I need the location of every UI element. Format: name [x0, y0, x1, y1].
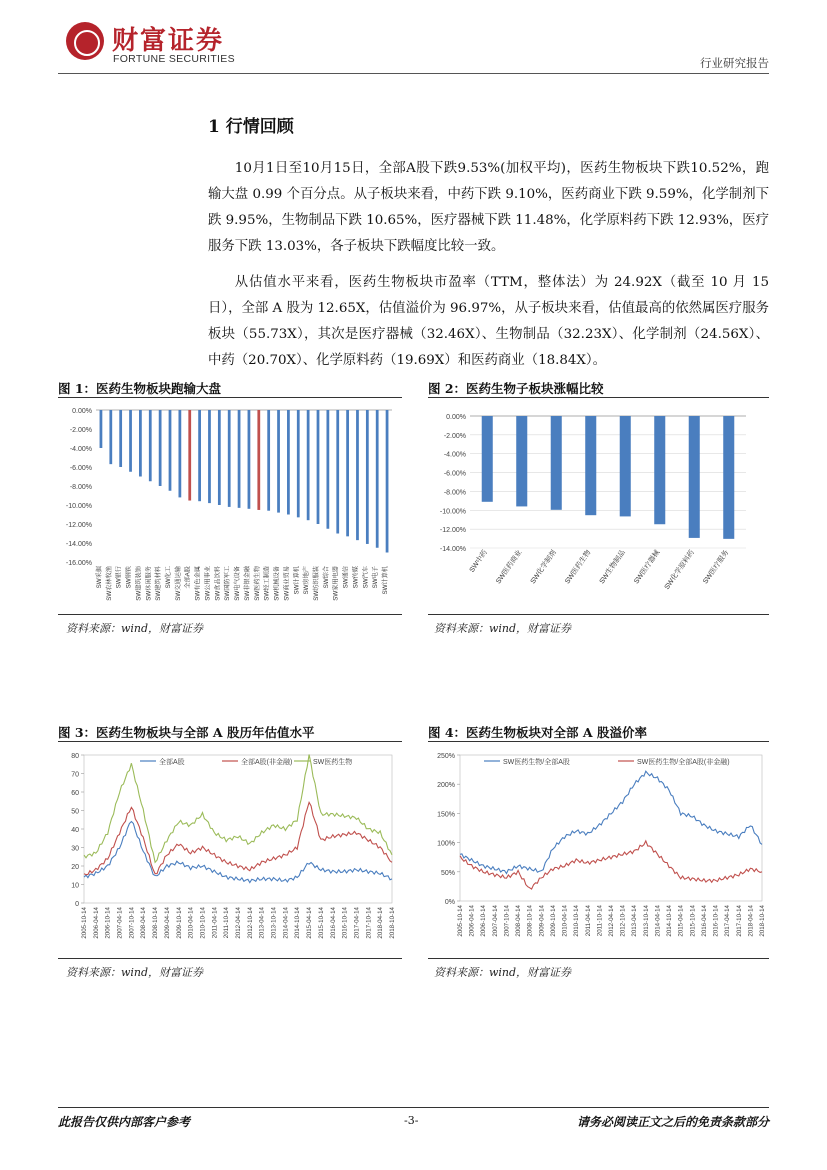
fig4-x-tick: 2013-10-14: [642, 905, 650, 937]
fig1-bar: [297, 410, 300, 517]
fig4-x-tick: 2015-10-14: [689, 905, 697, 937]
fig1-bar: [119, 410, 122, 467]
figure-1-source: 资料来源：wind，财富证券: [66, 622, 204, 635]
fig3-y-tick: 50: [71, 808, 79, 816]
fig1-category-label: SW商业贸易: [283, 566, 291, 601]
fig2-bar: [585, 416, 596, 515]
fig3-x-tick: 2018-04-14: [377, 907, 385, 939]
fig2-bar: [516, 416, 527, 506]
fig4-x-tick: 2009-10-14: [549, 905, 557, 937]
fig1-category-label: SW电气设备: [234, 566, 242, 601]
fig2-bar: [551, 416, 562, 510]
fig3-legend-label: 全部A股(非金融): [241, 759, 293, 766]
fig3-y-tick: 80: [71, 753, 79, 760]
fig3-y-tick: 10: [71, 882, 79, 890]
fig3-x-tick: 2006-10-14: [104, 907, 112, 939]
fig3-x-tick: 2006-04-14: [92, 907, 100, 939]
fig3-series-line: [84, 822, 392, 883]
fig1-category-label: SW国防军工: [224, 566, 232, 601]
fig3-x-tick: 2007-10-14: [128, 907, 136, 939]
fig1-bar: [208, 410, 211, 503]
fig4-legend-label: SW医药生物/全部A股(非金融): [637, 759, 730, 766]
fig4-x-tick: 2016-10-14: [712, 905, 720, 937]
fig1-y-tick: -6.00%: [69, 465, 92, 472]
fig4-y-tick: 50%: [440, 869, 455, 877]
figure-4-top-rule: [428, 741, 769, 742]
fig3-series-line: [84, 755, 392, 863]
fig4-x-tick: 2011-04-14: [584, 905, 592, 937]
fig4-x-tick: 2010-10-14: [573, 905, 581, 937]
fig4-x-tick: 2007-04-14: [491, 905, 499, 937]
figure-4-bottom-rule: [428, 958, 769, 959]
fig2-y-tick: 0.00%: [446, 414, 466, 421]
fig1-y-tick: -16.00%: [65, 560, 92, 567]
fig3-x-tick: 2016-04-14: [329, 907, 337, 939]
fig1-y-tick: -4.00%: [69, 446, 92, 453]
fig1-bar: [129, 410, 132, 472]
fig1-category-label: SW房地产: [303, 566, 311, 595]
fig4-x-tick: 2018-10-14: [759, 905, 766, 937]
fig1-category-label: SW医药生物: [253, 566, 261, 601]
fig1-category-label: SW采掘: [95, 566, 103, 589]
fig4-x-tick: 2009-04-14: [538, 905, 546, 937]
fig3-x-tick: 2013-04-14: [258, 907, 266, 939]
fig3-legend-label: 全部A股: [159, 759, 185, 766]
fig2-bar: [620, 416, 631, 516]
fig4-y-tick: 150%: [437, 811, 455, 819]
fig3-x-tick: 2007-04-14: [116, 907, 124, 939]
logo-mark: [66, 22, 104, 60]
fig3-y-tick: 0: [75, 901, 79, 908]
fig1-category-label: SW钢铁: [125, 566, 133, 589]
figure-1-bottom-rule: [58, 614, 402, 615]
fig4-y-tick: 250%: [437, 753, 455, 760]
fig1-y-tick: -10.00%: [65, 503, 92, 510]
fig2-bar: [482, 416, 493, 502]
figure-3-chart: [62, 745, 398, 953]
footer-disclaimer-left: 此报告仅供内部客户参考: [58, 1115, 191, 1129]
fig2-y-tick: -14.00%: [439, 546, 466, 553]
fig1-y-tick: -2.00%: [69, 427, 92, 434]
fig4-svg: [432, 745, 766, 953]
figure-4-title: 图 4：医药生物板块对全部 A 股溢价率: [428, 725, 647, 740]
fig3-x-tick: 2018-10-14: [389, 907, 396, 939]
fig1-category-label: SW银行: [115, 566, 123, 589]
figure-3-top-rule: [58, 741, 402, 742]
fig1-category-label: SW农林牧渔: [105, 566, 113, 601]
fig3-x-tick: 2014-04-14: [282, 907, 290, 939]
fig3-x-tick: 2014-10-14: [294, 907, 302, 939]
fig3-svg: [62, 745, 398, 953]
fig4-series-line: [460, 841, 762, 889]
fig2-y-tick: -2.00%: [443, 432, 466, 440]
fig2-svg: [432, 402, 766, 610]
fig2-y-tick: -12.00%: [439, 527, 466, 535]
figure-2-chart: [432, 402, 766, 610]
fig1-bar: [178, 410, 181, 497]
fig1-category-label: SW交通运输: [174, 566, 182, 601]
fig1-bar: [356, 410, 359, 540]
fig1-bar: [336, 410, 339, 534]
fig3-x-tick: 2011-04-14: [211, 907, 219, 939]
fig4-x-tick: 2014-04-14: [654, 905, 662, 937]
fig4-y-tick: 200%: [437, 782, 455, 790]
fig1-category-label: SW综合: [322, 566, 330, 589]
fig4-x-tick: 2006-10-14: [480, 905, 488, 937]
fig3-x-tick: 2016-10-14: [341, 907, 349, 939]
fig1-category-label: SW建筑装饰: [135, 566, 143, 601]
fig4-x-tick: 2010-04-14: [561, 905, 569, 937]
fig2-y-tick: -6.00%: [443, 470, 466, 478]
fig2-category-label: SW中药: [468, 549, 489, 574]
fig1-bar: [100, 410, 103, 448]
fig3-y-tick: 30: [71, 845, 79, 853]
fig1-category-label: SW轻工制造: [263, 566, 271, 601]
fig1-bar: [139, 410, 142, 477]
fig2-category-label: SW化学原料药: [663, 549, 696, 592]
fig3-x-tick: 2008-04-14: [140, 907, 148, 939]
figure-3-bottom-rule: [58, 958, 402, 959]
fig1-bar: [257, 410, 260, 510]
fig1-bar: [287, 410, 290, 515]
fig2-bar: [689, 416, 700, 538]
fig1-category-label: SW公用事业: [204, 566, 212, 601]
fig3-x-tick: 2009-10-14: [175, 907, 183, 939]
fig4-x-tick: 2017-04-14: [724, 905, 732, 937]
fig4-legend-label: SW医药生物/全部A股: [503, 759, 570, 766]
footer-divider: [58, 1107, 769, 1108]
figure-2-top-rule: [428, 397, 769, 398]
fig1-bar: [366, 410, 369, 544]
fig3-x-tick: 2010-10-14: [199, 907, 207, 939]
fig3-x-tick: 2015-04-14: [306, 907, 314, 939]
report-type-label: 行业研究报告: [700, 56, 769, 70]
fig1-bar: [386, 410, 389, 553]
fig2-y-tick: -8.00%: [443, 489, 466, 497]
footer-disclaimer-right: 请务必阅读正文之后的免责条款部分: [576, 1115, 769, 1129]
fig4-y-tick: 0%: [444, 899, 455, 906]
fig1-category-label: SW食品饮料: [214, 566, 222, 601]
section-title: 1 行情回顾: [208, 117, 294, 137]
fig2-category-label: SW生物制品: [598, 549, 627, 586]
fig1-bar: [248, 410, 251, 509]
fig1-category-label: SW家用电器: [332, 566, 340, 601]
fig4-x-tick: 2005-10-14: [457, 905, 464, 937]
fig3-series-line: [84, 802, 392, 874]
fig4-x-tick: 2006-04-14: [468, 905, 476, 937]
fig1-category-label: SW机械设备: [273, 566, 281, 601]
fig4-x-tick: 2008-04-14: [515, 905, 523, 937]
fig2-category-label: SW医药商业: [495, 549, 524, 586]
fig2-bar: [723, 416, 734, 539]
fig1-y-tick: 0.00%: [72, 408, 92, 415]
fig3-x-tick: 2009-04-14: [163, 907, 171, 939]
fig1-bar: [307, 410, 310, 520]
fig1-bar: [149, 410, 152, 481]
fig3-y-tick: 60: [71, 790, 79, 797]
figure-3-title: 图 3：医药生物板块与全部 A 股历年估值水平: [58, 725, 315, 740]
fig3-plot-frame: [84, 755, 392, 903]
header-divider: [58, 73, 769, 74]
fig2-y-tick: -4.00%: [443, 451, 466, 459]
fig4-plot-frame: [460, 755, 762, 901]
fig1-bar: [198, 410, 201, 501]
figure-1-title: 图 1：医药生物板块跑输大盘: [58, 381, 222, 396]
fig1-y-tick: -14.00%: [65, 541, 92, 548]
fig1-bar: [267, 410, 270, 511]
fig1-category-label: SW通信: [342, 566, 350, 589]
fig3-x-tick: 2005-10-14: [81, 907, 88, 939]
fig3-legend-label: SW医药生物: [313, 759, 353, 766]
fig2-category-label: SW医药生物: [564, 549, 593, 586]
fig3-y-tick: 70: [71, 771, 79, 779]
fig2-bar: [654, 416, 665, 524]
figure-4-chart: [432, 745, 766, 953]
logo-text-en: FORTUNE SECURITIES: [113, 53, 235, 65]
fig3-x-tick: 2012-10-14: [246, 907, 254, 939]
fig1-category-label: SW非银金融: [243, 566, 251, 601]
fig4-x-tick: 2015-04-14: [677, 905, 685, 937]
page-number: -3-: [404, 1114, 419, 1127]
fig4-y-tick: 100%: [437, 840, 455, 848]
fig3-y-tick: 40: [71, 827, 79, 834]
figure-3-source: 资料来源：wind，财富证券: [66, 966, 204, 979]
fig4-x-tick: 2011-10-14: [596, 905, 604, 937]
fig3-x-tick: 2017-10-14: [365, 907, 373, 939]
fig4-x-tick: 2012-10-14: [619, 905, 627, 937]
fig1-category-label: 全部A股: [184, 566, 192, 589]
logo-text-cn: 财富证券: [112, 26, 225, 56]
fig1-bar: [376, 410, 379, 548]
fig1-bar: [169, 410, 172, 491]
fig3-x-tick: 2015-10-14: [317, 907, 325, 939]
paragraph-valuation: 从估值水平来看，医药生物板块市盈率（TTM，整体法）为 24.92X（截至 10 月 15 日），全部 A 股为 12.65X，估值溢价为 96.97%，从子板块来看，估值最高的依然属医疗服务板块（55.73X），其次是医疗器械（32.46X）、生物制品（32.23X）、化学制剂（24.56X）、中药（20.70X）、化学原料药（19.69X）和医药商业（18.84X）。: [208, 275, 769, 368]
fig2-y-tick: -10.00%: [439, 508, 466, 516]
fig4-x-tick: 2013-04-14: [631, 905, 639, 937]
fig1-category-label: SW建筑材料: [155, 566, 163, 601]
fig3-y-tick: 20: [71, 864, 79, 871]
fig1-bar: [238, 410, 241, 508]
fig1-bar: [326, 410, 329, 529]
fig1-category-label: SW计算机: [382, 566, 390, 595]
fig1-y-tick: -8.00%: [69, 484, 92, 491]
fig1-bar: [346, 410, 349, 536]
fig1-category-label: SW汽车: [362, 566, 370, 589]
fig2-category-label: SW医疗服务: [702, 549, 731, 586]
figure-2-source: 资料来源：wind，财富证券: [434, 622, 572, 635]
fig1-category-label: SW传媒: [352, 566, 360, 589]
fig1-bar: [188, 410, 191, 501]
fig3-x-tick: 2011-10-14: [223, 907, 231, 939]
fig4-x-tick: 2018-04-14: [747, 905, 755, 937]
fig1-bar: [109, 410, 112, 464]
fig3-x-tick: 2008-10-14: [152, 907, 160, 939]
figure-2-bottom-rule: [428, 614, 769, 615]
fig1-category-label: SW电子: [372, 566, 380, 589]
fig1-category-label: SW有色金属: [194, 566, 202, 601]
fig1-bar: [277, 410, 280, 513]
fig1-category-label: SW休闲服务: [145, 566, 153, 601]
figure-2-title: 图 2：医药生物子板块涨幅比较: [428, 381, 604, 396]
figure-1-chart: [62, 402, 398, 610]
fig1-category-label: SW纺织服装: [313, 566, 320, 601]
fig4-x-tick: 2008-10-14: [526, 905, 534, 937]
fig1-y-tick: -12.00%: [65, 522, 92, 529]
fig1-bar: [159, 410, 162, 486]
fig1-category-label: SW计算机: [293, 566, 301, 595]
fig1-bar: [228, 410, 231, 507]
fig2-category-label: SW医疗器械: [633, 549, 662, 586]
fig3-x-tick: 2010-04-14: [187, 907, 195, 939]
fig4-x-tick: 2014-10-14: [666, 905, 674, 937]
figure-4-source: 资料来源：wind，财富证券: [434, 966, 572, 979]
fig3-x-tick: 2013-10-14: [270, 907, 278, 939]
fig1-category-label: SW化工: [165, 566, 172, 589]
fig1-bar: [218, 410, 221, 505]
fig1-svg: [62, 402, 398, 610]
fig4-x-tick: 2017-10-14: [735, 905, 743, 937]
fig1-bar: [317, 410, 320, 524]
fig3-x-tick: 2012-04-14: [235, 907, 242, 939]
fig4-x-tick: 2012-04-14: [608, 905, 615, 937]
paragraph-market-review: 10月1日至10月15日，全部A股下跌9.53%(加权平均)，医药生物板块下跌10.52%，跑输大盘 0.99 个百分点。从子板块来看，中药下跌 9.10%，医药商业下跌 9.59%，化学制剂下跌 9.95%，生物制品下跌 10.65%，医疗器械下跌 11.48%，化学原料药下跌 12.93%，医疗服务下跌 13.03%，各子板块下跌幅度比较一致。: [208, 161, 769, 254]
fig3-x-tick: 2017-04-14: [353, 907, 361, 939]
fig4-x-tick: 2016-04-14: [700, 905, 708, 937]
fig4-x-tick: 2007-10-14: [503, 905, 511, 937]
figure-1-top-rule: [58, 397, 402, 398]
fig2-category-label: SW化学制剂: [529, 549, 558, 586]
